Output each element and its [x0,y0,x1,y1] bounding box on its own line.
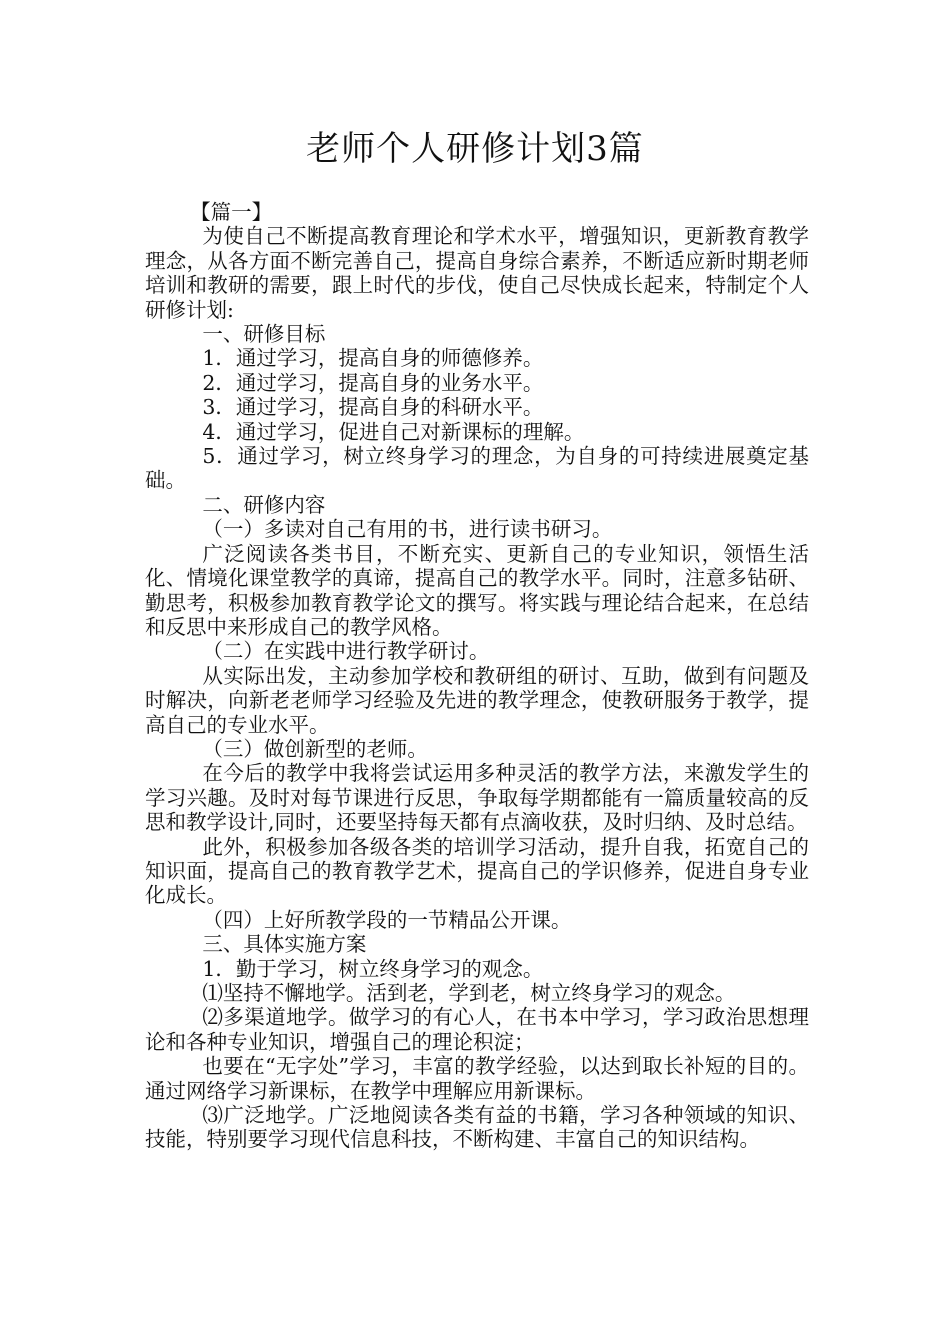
paragraph: 广泛阅读各类书目，不断充实、更新自己的专业知识，领悟生活化、情境化课堂教学的真谛，提高自己的教学水平。同时，注意多钻研、勤思考，积极参加教育教学论文的撰写。将实践与理论结合起来，在总结和反思中来形成自己的教学风格。 [145,541,809,639]
paragraph: 一、研修目标 [202,322,326,347]
paragraph: （二）在实践中进行教学研讨。 [202,639,490,664]
paragraph: ⑴坚持不懈地学。活到老，学到老，树立终身学习的观念。 [202,981,736,1005]
paragraph: 2．通过学习，提高自身的业务水平。 [202,370,544,395]
paragraph: 三、具体实施方案 [202,932,367,957]
document-title: 老师个人研修计划3篇 [306,129,644,169]
paragraph: 也要在“无字处”学习，丰富的教学经验，以达到取长补短的目的。通过网络学习新课标，在教学中理解应用新课标。 [145,1054,809,1103]
paragraph: ⑵多渠道地学。做学习的有心人，在书本中学习，学习政治思想理论和各种专业知识，增强自己的理论积淀； [145,1005,809,1054]
paragraph: 1．通过学习，提高自身的师德修养。 [202,346,544,371]
paragraph: 3．通过学习，提高自身的科研水平。 [202,395,544,420]
paragraph: 5．通过学习，树立终身学习的理念，为自身的可持续进展奠定基础。 [145,444,809,493]
paragraph: 此外，积极参加各级各类的培训学习活动，提升自我，拓宽自己的知识面，提高自己的教育教学艺术，提高自己的学识修养，促进自身专业化成长。 [145,834,809,908]
document-body [145,200,809,1152]
paragraph: （一）多读对自己有用的书，进行读书研习。 [202,517,613,542]
paragraph: 从实际出发，主动参加学校和教研组的研讨、互助，做到有问题及时解决，向新老老师学习经验及先进的教学理念，使教研服务于教学，提高自己的专业水平。 [145,663,809,737]
paragraph: ⑶广泛地学。广泛地阅读各类有益的书籍，学习各种领域的知识、技能，特别要学习现代信息科技，不断构建、丰富自己的知识结构。 [145,1103,809,1152]
paragraph: 1．勤于学习，树立终身学习的观念。 [202,956,544,981]
paragraph: 【篇一】 [190,200,273,224]
paragraph: （四）上好所教学段的一节精品公开课。 [202,907,572,932]
paragraph: 为使自己不断提高教育理论和学术水平，增强知识，更新教育教学理念，从各方面不断完善自己，提高自身综合素养，不断适应新时期老师培训和教研的需要，跟上时代的步伐，使自己尽快成长起来，特制定个人研修计划: [145,224,809,322]
paragraph: 在今后的教学中我将尝试运用多种灵活的教学方法，来激发学生的学习兴趣。及时对每节课进行反思，争取每学期都能有一篇质量较高的反思和教学设计,同时，还要坚持每天都有点滴收获，及时归纳、及时总结。 [145,761,809,835]
paragraph: 4．通过学习，促进自己对新课标的理解。 [202,419,585,444]
paragraph: 二、研修内容 [202,492,326,517]
paragraph: （三）做创新型的老师。 [202,736,428,761]
